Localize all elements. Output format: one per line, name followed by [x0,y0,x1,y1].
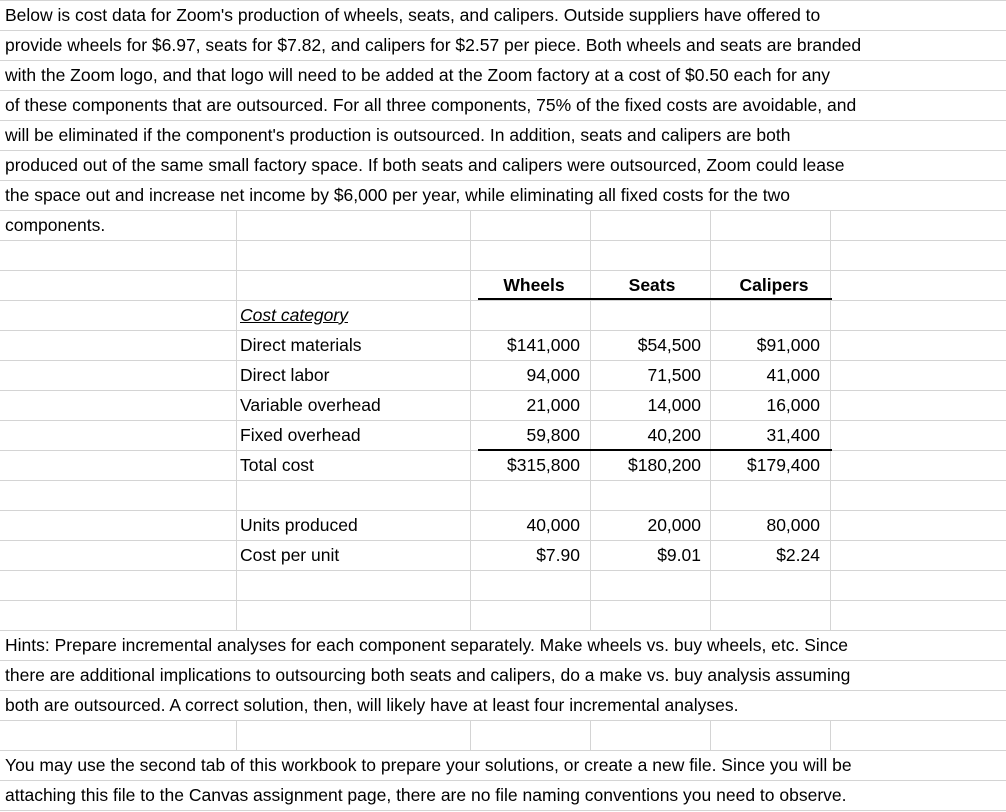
cell-wheels-variable-overhead[interactable]: 21,000 [526,395,580,415]
row-label-total-cost[interactable]: Total cost [240,455,314,475]
row-label-units-produced[interactable]: Units produced [240,515,358,535]
column-header-calipers[interactable]: Calipers [739,275,809,295]
cell-wheels-units-produced[interactable]: 40,000 [526,515,580,535]
intro-line[interactable]: the space out and increase net income by $6,000 per year, while eliminating all fixed costs for the two [5,185,791,205]
row-label-variable-overhead[interactable]: Variable overhead [240,395,381,415]
cell-wheels-direct-labor[interactable]: 94,000 [526,365,580,385]
row-label-fixed-overhead[interactable]: Fixed overhead [240,425,361,445]
intro-line[interactable]: produced out of the same small factory space. If both seats and calipers were outsourced, Zoom could lease [5,155,845,175]
row-gridline [0,720,1006,721]
intro-line[interactable]: components. [5,215,106,235]
intro-line[interactable]: provide wheels for $6.97, seats for $7.82, and calipers for $2.57 per piece. Both wheels and seats are branded [5,35,862,55]
intro-line[interactable]: Below is cost data for Zoom's production of wheels, seats, and calipers. Outside suppliers have offered to [5,5,821,25]
footer-line[interactable]: attaching this file to the Canvas assignment page, there are no file naming conventions you need to observe. [5,785,847,805]
intro-line[interactable]: with the Zoom logo, and that logo will need to be added at the Zoom factory at a cost of $0.50 each for any [5,65,830,85]
column-header-seats[interactable]: Seats [628,275,676,295]
cell-wheels-fixed-overhead[interactable]: 59,800 [526,425,580,445]
column-gridline [710,720,711,750]
cell-wheels-total-cost[interactable]: $315,800 [507,455,580,475]
row-gridline [0,570,1006,571]
row-gridline [0,810,1006,811]
row-gridline [0,240,1006,241]
column-gridline [830,720,831,750]
row-label-cost-per-unit[interactable]: Cost per unit [240,545,340,565]
cell-calipers-variable-overhead[interactable]: 16,000 [766,395,820,415]
cell-seats-units-produced[interactable]: 20,000 [647,515,701,535]
cell-seats-fixed-overhead[interactable]: 40,200 [647,425,701,445]
column-header-wheels[interactable]: Wheels [503,275,565,295]
cell-seats-direct-labor[interactable]: 71,500 [647,365,701,385]
column-gridline [236,720,237,750]
cell-calipers-direct-materials[interactable]: $91,000 [756,335,820,355]
row-label-direct-labor[interactable]: Direct labor [240,365,330,385]
hint-line[interactable]: there are additional implications to outsourcing both seats and calipers, do a make vs. buy analysis assuming [5,665,851,685]
hint-line[interactable]: Hints: Prepare incremental analyses for each component separately. Make wheels vs. buy wheels, etc. Since [5,635,849,655]
column-gridline [470,720,471,750]
row-label-direct-materials[interactable]: Direct materials [240,335,362,355]
cell-wheels-direct-materials[interactable]: $141,000 [507,335,580,355]
header-underline [478,298,832,300]
cell-calipers-units-produced[interactable]: 80,000 [766,515,820,535]
cell-seats-total-cost[interactable]: $180,200 [628,455,701,475]
column-gridline [590,720,591,750]
cell-seats-variable-overhead[interactable]: 14,000 [647,395,701,415]
footer-line[interactable]: You may use the second tab of this workbook to prepare your solutions, or create a new file. Since you will be [5,755,852,775]
column-gridline [236,210,237,630]
row-gridline [0,300,1006,301]
cell-calipers-direct-labor[interactable]: 41,000 [766,365,820,385]
intro-line[interactable]: will be eliminated if the component's production is outsourced. In addition, seats and calipers are both [5,125,791,145]
intro-line[interactable]: of these components that are outsourced. For all three components, 75% of the fixed costs are avoidable, and [5,95,857,115]
cost-category-header[interactable]: Cost category [240,305,348,325]
row-gridline [0,480,1006,481]
cell-calipers-fixed-overhead[interactable]: 31,400 [766,425,820,445]
cell-seats-cost-per-unit[interactable]: $9.01 [657,545,701,565]
hint-line[interactable]: both are outsourced. A correct solution, then, will likely have at least four incremental analyses. [5,695,739,715]
cell-calipers-cost-per-unit[interactable]: $2.24 [776,545,820,565]
row-gridline [0,210,1006,211]
cell-wheels-cost-per-unit[interactable]: $7.90 [536,545,580,565]
cell-seats-direct-materials[interactable]: $54,500 [637,335,701,355]
cell-calipers-total-cost[interactable]: $179,400 [747,455,820,475]
row-gridline [0,600,1006,601]
